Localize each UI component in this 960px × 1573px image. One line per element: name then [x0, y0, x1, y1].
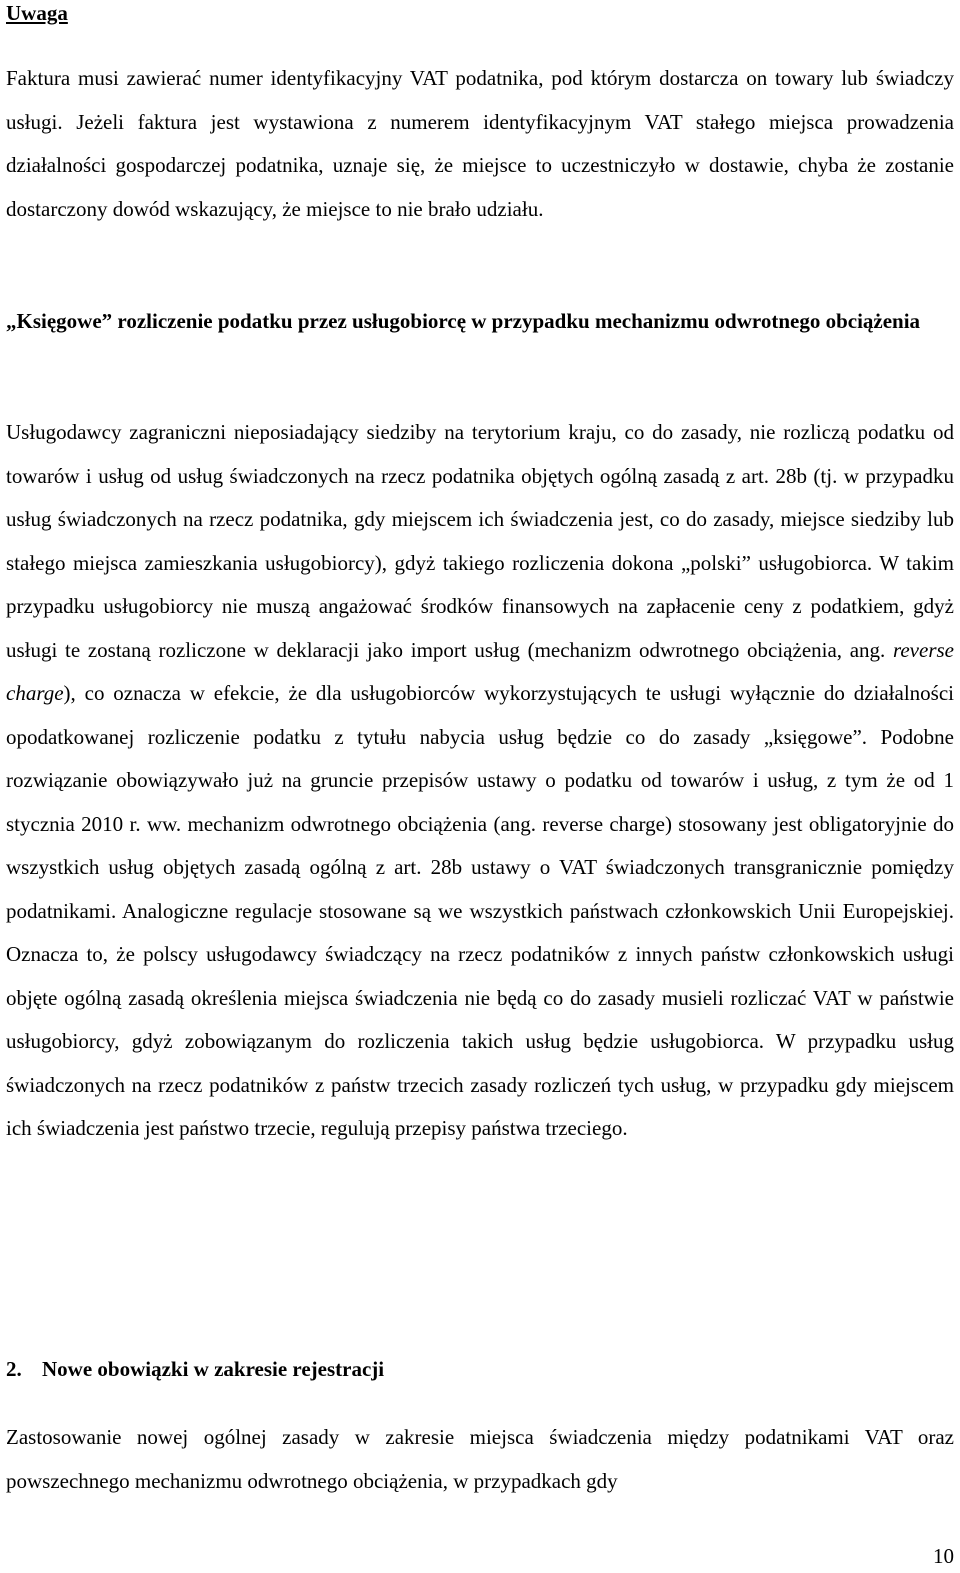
section-heading-registration: [6, 1348, 954, 1392]
paragraph-text-a: Usługodawcy zagraniczni nieposiadający siedziby na terytorium kraju, co do zasady, nie rozliczą podatku od towarów i usług od usług świadczonych na rzecz podatnika objętych ogólną zasadą z art. 28b (tj. w przypadku usług świadczonych na rzecz podatnika, gdy miejscem ich świadczenia jest, co do zasady, miejsce siedziby lub stałego miejsca zamieszkania usługobiorcy), gdyż takiego rozliczenia dokona „polski” usługobiorca. W takim przypadku usługobiorcy nie muszą angażować środków finansowych na zapłacenie ceny z podatkiem, gdyż usługi te zostaną rozliczone w deklaracji jako import usług (mechanizm odwrotnego obciążenia, ang.: [6, 420, 954, 662]
paragraph-vat-invoice: Faktura musi zawierać numer identyfikacyjny VAT podatnika, pod którym dostarcza on towary lub świadczy usługi. Jeżeli faktura jest wystawiona z numerem identyfikacyjnym VAT stałego miejsca prowadzenia działalności gospodarczej podatnika, uznaje się, że miejsce to uczestniczyło w dostawie, chyba że zostanie dostarczony dowód wskazujący, że miejsce to nie brało udziału.: [6, 66, 954, 221]
paragraph-reverse-charge: [6, 411, 954, 1151]
section-heading-reverse-charge: „Księgowe” rozliczenie podatku przez usługobiorcę w przypadku mechanizmu odwrotnego obciążenia: [6, 309, 921, 333]
paragraph-text-b: ), co oznacza w efekcie, że dla usługobiorców wykorzystujących te usługi wyłącznie do działalności opodatkowanej rozliczenie podatku z tytułu nabycia usług będzie co do zasady „księgowe”. Podobne rozwiązanie obowiązywało już na gruncie przepisów ustawy o podatku od towarów i usług, z tym że od 1 stycznia 2010 r. ww. mechanizm odwrotnego obciążenia (ang. reverse charge) stosowany jest obligatoryjnie do wszystkich usług objętych zasadą ogólną z art. 28b ustawy o VAT świadczonych transgranicznie pomiędzy podatnikami. Analogiczne regulacje stosowane są we wszystkich państwach członkowskich Unii Europejskiej. Oznacza to, że polscy usługodawcy świadczący na rzecz podatników z innych państw członkowskich usługi objęte ogólną zasadą określenia miejsca świadczenia nie będą co do zasady musieli rozliczać VAT w państwie usługobiorcy, gdyż zobowiązanym do rozliczenia takich usług będzie usługobiorca. W przypadku usług świadczonych na rzecz podatników z państw trzecich zasady rozliczeń tych usług, w przypadku gdy miejscem ich świadczenia jest państwo trzecie, regulują przepisy państwa trzeciego.: [6, 681, 954, 1140]
section-number: 2.: [6, 1357, 22, 1381]
italic-term: reverse charge: [6, 637, 954, 705]
section-heading-text: Nowe obowiązki w zakresie rejestracji: [42, 1357, 385, 1381]
page-number: 10: [933, 1544, 954, 1568]
paragraph-registration: Zastosowanie nowej ogólnej zasady w zakresie miejsca świadczenia między podatnikami VAT oraz powszechnego mechanizmu odwrotnego obciążenia, w przypadkach gdy: [6, 1425, 954, 1493]
note-title: Uwaga: [6, 1, 68, 25]
